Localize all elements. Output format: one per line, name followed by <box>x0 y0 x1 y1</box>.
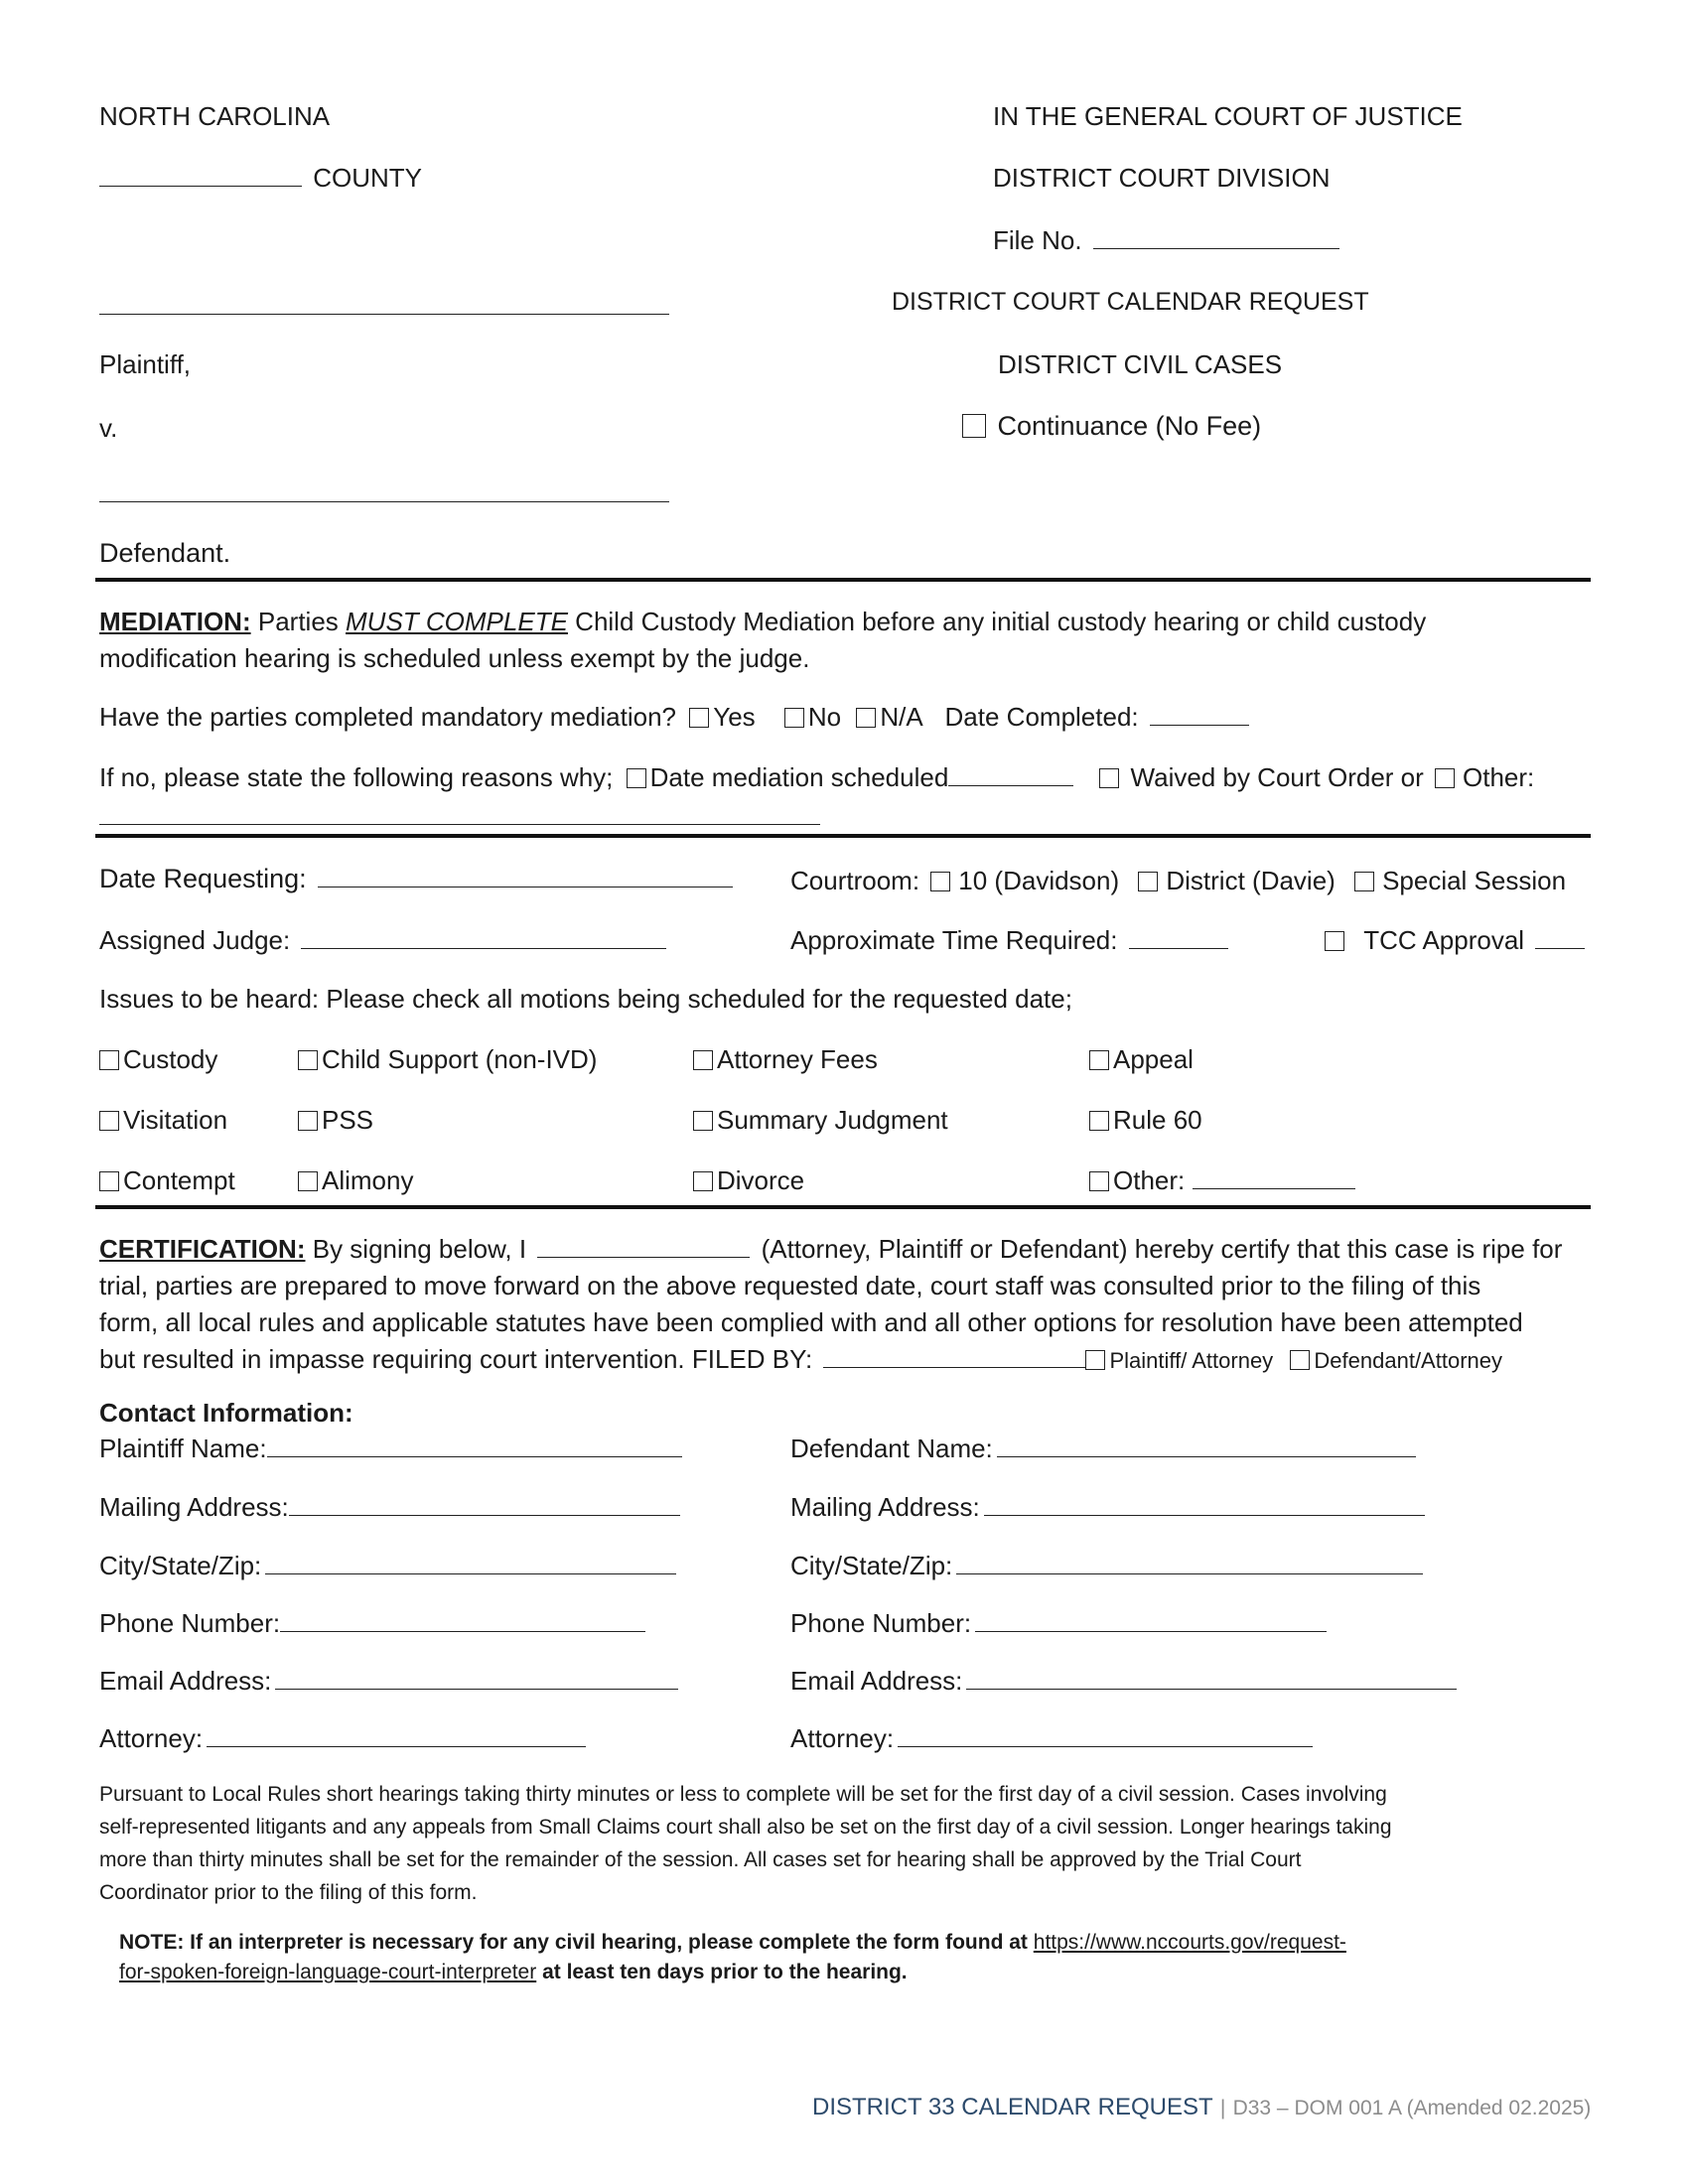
file-no-label: File No. <box>993 225 1082 255</box>
issue-rule60[interactable] <box>1089 1105 1202 1136</box>
local-rules-text: more than thirty minutes shall be set for the remainder of the session. All cases set for hearing shall be approved by the Trial Court <box>99 1848 1302 1871</box>
defendant-phone-input[interactable] <box>975 1609 1327 1632</box>
file-no-input-line[interactable] <box>1093 226 1339 249</box>
issue-custody-label: Custody <box>123 1044 218 1074</box>
issue-divorce[interactable] <box>693 1165 804 1196</box>
defendant-attorney-input[interactable] <box>898 1724 1313 1747</box>
issue-visitation-checkbox[interactable] <box>99 1111 119 1131</box>
plaintiff-phone-row <box>99 1608 649 1639</box>
mediation-scheduled-date-line[interactable] <box>948 763 1073 786</box>
courtroom-label: Courtroom: <box>790 866 920 895</box>
footer-form-id: D33 – DOM 001 A (Amended 02.2025) <box>1232 2097 1592 2119</box>
filed-by-plaintiff-checkbox[interactable] <box>1085 1350 1105 1370</box>
divider <box>95 834 1591 838</box>
file-no-row <box>993 225 1343 256</box>
defendant-attorney-label: Attorney: <box>790 1723 895 1753</box>
defendant-contact-name-input[interactable] <box>997 1434 1416 1457</box>
county-row <box>99 163 422 194</box>
divider <box>95 1205 1591 1209</box>
certification-text: (Attorney, Plaintiff or Defendant) hereby certify that this case is ripe for <box>761 1234 1563 1264</box>
other-reason-checkbox[interactable] <box>1435 768 1455 788</box>
certification-text: but resulted in impasse requiring court intervention. FILED BY: <box>99 1344 813 1374</box>
form-subtitle: DISTRICT CIVIL CASES <box>998 349 1283 379</box>
defendant-city-row <box>790 1551 1427 1581</box>
local-rules-text: Coordinator prior to the filing of this form. <box>99 1881 478 1904</box>
defendant-attorney-row <box>790 1723 1317 1754</box>
plaintiff-name-line[interactable] <box>99 290 669 315</box>
defendant-phone-row <box>790 1608 1331 1639</box>
interpreter-note <box>119 1928 1614 1987</box>
assigned-judge-input-line[interactable] <box>301 926 666 949</box>
defendant-label: Defendant. <box>99 538 231 568</box>
issue-alimony-checkbox[interactable] <box>298 1171 318 1191</box>
certifier-name-line[interactable] <box>537 1235 750 1258</box>
date-requesting-label: Date Requesting: <box>99 864 307 893</box>
issue-pss[interactable] <box>298 1105 373 1136</box>
defendant-mailing-label: Mailing Address: <box>790 1492 980 1522</box>
plaintiff-city-input[interactable] <box>265 1552 676 1574</box>
defendant-email-row <box>790 1666 1461 1697</box>
issue-summary-judgment-checkbox[interactable] <box>693 1111 713 1131</box>
defendant-contact-name-label: Defendant Name: <box>790 1433 993 1463</box>
issue-visitation[interactable] <box>99 1105 227 1136</box>
issue-attorney-fees-label: Attorney Fees <box>717 1044 878 1074</box>
county-input-line[interactable] <box>99 164 302 187</box>
courtroom-special-label: Special Session <box>1382 866 1567 895</box>
issue-attorney-fees[interactable] <box>693 1044 878 1075</box>
other-reason-label: Other: <box>1463 762 1535 792</box>
mediation-na-checkbox[interactable] <box>856 708 876 728</box>
issue-other[interactable] <box>1089 1165 1359 1196</box>
certification-text: form, all local rules and applicable statutes have been complied with and all other options for resolution have been attempted <box>99 1307 1523 1337</box>
date-completed-input-line[interactable] <box>1150 703 1249 726</box>
issue-rule60-checkbox[interactable] <box>1089 1111 1109 1131</box>
waived-label: Waived by Court Order or <box>1130 762 1424 792</box>
certification-block <box>99 1231 1594 1379</box>
mediation-scheduled-checkbox[interactable] <box>627 768 646 788</box>
footer <box>812 2091 1591 2121</box>
form-title: DISTRICT COURT CALENDAR REQUEST <box>892 288 1369 316</box>
defendant-email-input[interactable] <box>966 1667 1457 1690</box>
plaintiff-label: Plaintiff, <box>99 349 192 379</box>
date-completed-label: Date Completed: <box>944 702 1139 732</box>
local-rules-text: self-represented litigants and any appeals from Small Claims court shall also be set on the first day of a civil session. Longer hearings taking <box>99 1816 1392 1839</box>
courtroom-special-checkbox[interactable] <box>1354 872 1374 891</box>
issue-child-support-label: Child Support (non-IVD) <box>322 1044 598 1074</box>
date-requesting-row <box>99 864 737 894</box>
courtroom-row <box>790 866 1566 896</box>
mediation-yes-label: Yes <box>713 702 756 732</box>
issue-divorce-label: Divorce <box>717 1165 805 1195</box>
certification-heading: CERTIFICATION: <box>99 1234 306 1264</box>
county-label: COUNTY <box>313 163 423 193</box>
certification-text: trial, parties are prepared to move forward on the above requested date, court staff was consulted prior to the filing of this <box>99 1271 1481 1300</box>
approx-time-input-line[interactable] <box>1129 926 1228 949</box>
issue-contempt-checkbox[interactable] <box>99 1171 119 1191</box>
issue-other-label: Other: <box>1113 1165 1186 1195</box>
plaintiff-mailing-input[interactable] <box>289 1493 680 1516</box>
mediation-no-label: No <box>807 702 842 732</box>
note-text: NOTE: If an interpreter is necessary for any civil hearing, please complete the form found at <box>119 1931 1028 1954</box>
plaintiff-city-label: City/State/Zip: <box>99 1551 262 1580</box>
assigned-judge-row <box>99 925 670 956</box>
footer-separator: | <box>1219 2097 1226 2119</box>
plaintiff-city-row <box>99 1551 680 1581</box>
issue-alimony-label: Alimony <box>322 1165 414 1195</box>
local-rules-paragraph <box>99 1778 1594 1909</box>
issue-appeal-label: Appeal <box>1113 1044 1194 1074</box>
date-requesting-input-line[interactable] <box>318 865 733 887</box>
interpreter-link[interactable]: https://www.nccourts.gov/request- <box>1033 1931 1346 1954</box>
plaintiff-mailing-label: Mailing Address: <box>99 1492 289 1522</box>
issue-custody-checkbox[interactable] <box>99 1050 119 1070</box>
waived-checkbox[interactable] <box>1099 768 1119 788</box>
continuance-option[interactable] <box>962 411 1261 442</box>
mediation-question: Have the parties completed mandatory mediation? <box>99 702 676 732</box>
filed-by-defendant-checkbox[interactable] <box>1290 1350 1310 1370</box>
tcc-approval-row <box>1325 925 1589 956</box>
defendant-mailing-input[interactable] <box>984 1493 1425 1516</box>
plaintiff-phone-input[interactable] <box>280 1609 645 1632</box>
mediation-heading: MEDIATION: <box>99 607 251 636</box>
filed-by-defendant-label: Defendant/Attorney <box>1314 1348 1502 1373</box>
plaintiff-attorney-row <box>99 1723 590 1754</box>
issue-child-support[interactable] <box>298 1044 597 1075</box>
issue-summary-judgment-label: Summary Judgment <box>717 1105 948 1135</box>
plaintiff-mailing-row <box>99 1492 684 1523</box>
issue-pss-checkbox[interactable] <box>298 1111 318 1131</box>
versus-label: v. <box>99 413 118 443</box>
approx-time-row <box>790 925 1232 956</box>
tcc-approval-label: TCC Approval <box>1363 925 1525 955</box>
division-heading: DISTRICT COURT DIVISION <box>993 163 1331 193</box>
issue-appeal[interactable] <box>1089 1044 1194 1075</box>
issue-visitation-label: Visitation <box>123 1105 228 1135</box>
note-text: at least ten days prior to the hearing. <box>542 1961 908 1983</box>
defendant-city-label: City/State/Zip: <box>790 1551 953 1580</box>
courtroom-davidson-label: 10 (Davidson) <box>958 866 1120 895</box>
defendant-name-line[interactable] <box>99 478 669 502</box>
mediation-text: modification hearing is scheduled unless exempt by the judge. <box>99 643 810 673</box>
approx-time-label: Approximate Time Required: <box>790 925 1118 955</box>
defendant-phone-label: Phone Number: <box>790 1608 972 1638</box>
issue-contempt[interactable] <box>99 1165 235 1196</box>
tcc-approval-checkbox[interactable] <box>1325 931 1344 951</box>
issue-alimony[interactable] <box>298 1165 413 1196</box>
issue-other-checkbox[interactable] <box>1089 1171 1109 1191</box>
issue-attorney-fees-checkbox[interactable] <box>693 1050 713 1070</box>
other-reason-input-line[interactable] <box>99 800 820 825</box>
mediation-reasons-row <box>99 762 1534 793</box>
filed-by-plaintiff-label: Plaintiff/ Attorney <box>1109 1348 1274 1373</box>
courtroom-davidson-checkbox[interactable] <box>930 872 950 891</box>
plaintiff-contact-name-input[interactable] <box>267 1434 682 1457</box>
issues-label: Issues to be heard: Please check all motions being scheduled for the requested date; <box>99 984 1072 1014</box>
issue-appeal-checkbox[interactable] <box>1089 1050 1109 1070</box>
divider <box>95 578 1591 582</box>
issue-pss-label: PSS <box>322 1105 374 1135</box>
issue-other-input-line[interactable] <box>1193 1166 1355 1189</box>
mediation-notice <box>99 604 1594 677</box>
courtroom-davie-checkbox[interactable] <box>1138 872 1158 891</box>
tcc-approval-input-line[interactable] <box>1535 926 1585 949</box>
issue-summary-judgment[interactable] <box>693 1105 948 1136</box>
plaintiff-contact-name-label: Plaintiff Name: <box>99 1433 267 1463</box>
plaintiff-phone-label: Phone Number: <box>99 1608 281 1638</box>
plaintiff-attorney-input[interactable] <box>207 1724 586 1747</box>
mediation-yes-checkbox[interactable] <box>689 708 709 728</box>
plaintiff-attorney-label: Attorney: <box>99 1723 204 1753</box>
court-heading: IN THE GENERAL COURT OF JUSTICE <box>993 101 1463 131</box>
reasons-label: If no, please state the following reasons why; <box>99 762 614 792</box>
interpreter-link-continued[interactable]: for-spoken-foreign-language-court-interpreter <box>119 1961 537 1983</box>
plaintiff-email-input[interactable] <box>275 1667 678 1690</box>
defendant-city-input[interactable] <box>956 1552 1423 1574</box>
mediation-no-checkbox[interactable] <box>784 708 804 728</box>
mediation-question-row <box>99 702 1253 733</box>
courtroom-davie-label: District (Davie) <box>1166 866 1336 895</box>
defendant-mailing-row <box>790 1492 1429 1523</box>
plaintiff-contact-name-row <box>99 1433 686 1464</box>
mediation-scheduled-label: Date mediation scheduled <box>649 762 949 792</box>
issue-custody[interactable] <box>99 1044 217 1075</box>
issue-divorce-checkbox[interactable] <box>693 1171 713 1191</box>
filed-by-line[interactable] <box>823 1345 1085 1368</box>
defendant-contact-name-row <box>790 1433 1420 1464</box>
mediation-na-label: N/A <box>880 702 922 732</box>
issue-child-support-checkbox[interactable] <box>298 1050 318 1070</box>
continuance-label: Continuance (No Fee) <box>997 411 1262 441</box>
continuance-checkbox[interactable] <box>962 414 986 438</box>
must-complete-emphasis: MUST COMPLETE <box>346 607 568 636</box>
mediation-text: Parties <box>257 607 339 636</box>
contact-heading: Contact Information: <box>99 1398 353 1428</box>
issue-rule60-label: Rule 60 <box>1113 1105 1202 1135</box>
footer-title: DISTRICT 33 CALENDAR REQUEST <box>812 2094 1213 2120</box>
state-heading: NORTH CAROLINA <box>99 101 331 131</box>
mediation-text: Child Custody Mediation before any initial custody hearing or child custody <box>575 607 1427 636</box>
local-rules-text: Pursuant to Local Rules short hearings taking thirty minutes or less to complete will be set for the first day of a civil session. Cases involving <box>99 1783 1387 1806</box>
assigned-judge-label: Assigned Judge: <box>99 925 291 955</box>
issue-contempt-label: Contempt <box>123 1165 235 1195</box>
certification-text: By signing below, I <box>312 1234 527 1264</box>
defendant-email-label: Email Address: <box>790 1666 963 1696</box>
plaintiff-email-label: Email Address: <box>99 1666 272 1696</box>
plaintiff-email-row <box>99 1666 682 1697</box>
